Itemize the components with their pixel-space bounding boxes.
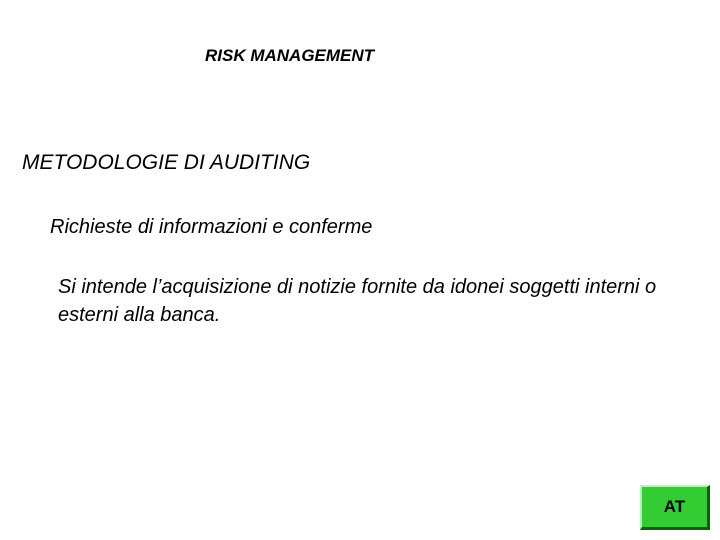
header-title: RISK MANAGEMENT	[205, 46, 375, 65]
at-nav-button-label: AT	[663, 497, 686, 516]
section-title: METODOLOGIE DI AUDITING	[22, 151, 311, 174]
body-text: Si intende l’acquisizione di notizie fornite da idonei soggetti interni o esterni alla banca.	[58, 276, 657, 326]
at-nav-button[interactable]	[640, 485, 710, 530]
subtitle: Richieste di informazioni e conferme	[50, 216, 373, 238]
